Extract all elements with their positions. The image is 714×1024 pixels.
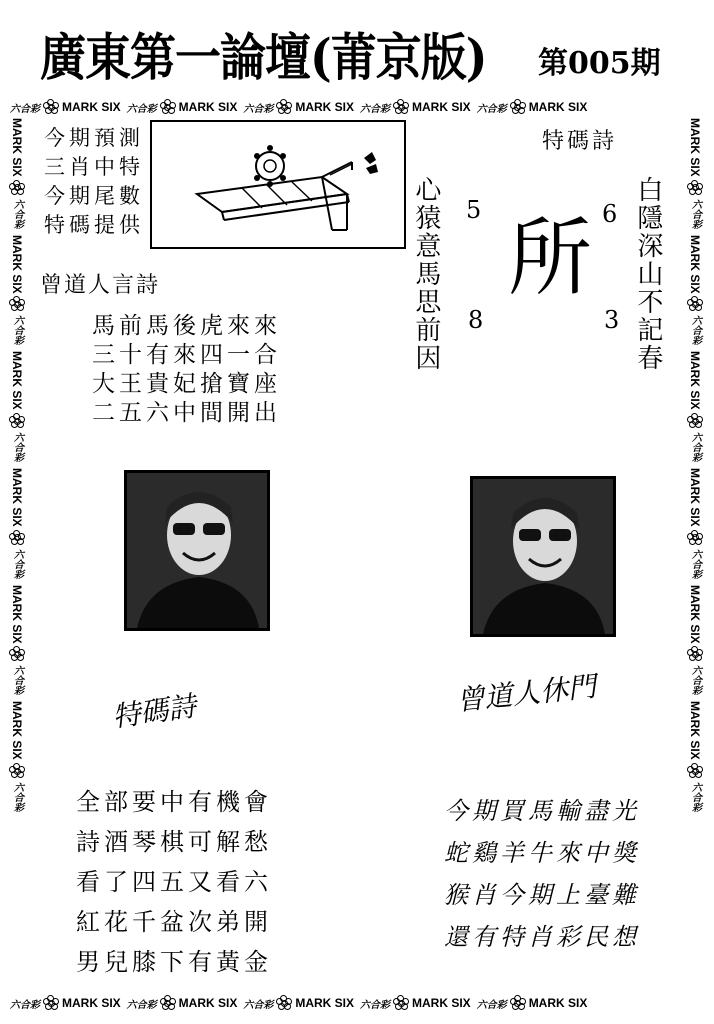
page-title: 廣東第一論壇(莆京版) — [40, 27, 487, 88]
mark-six-text: MARK SIX — [10, 234, 24, 294]
lhc-logo-text: 六合彩 — [11, 665, 23, 696]
lhc-logo-text: 六合彩 — [126, 103, 157, 115]
rest-door-label: 曾道人休門 — [454, 669, 598, 718]
flower-logo-icon — [687, 646, 703, 662]
flower-logo-icon — [687, 763, 703, 779]
logo-segment — [10, 995, 121, 1011]
flower-logo-icon — [393, 99, 409, 115]
top-logo-strip — [10, 96, 710, 118]
flower-logo-icon — [43, 995, 59, 1011]
vertical-logo-segment — [9, 351, 25, 462]
prediction-line: 今期預測 — [44, 126, 144, 150]
poem-line: 看了四五又看六 — [76, 868, 272, 896]
flower-logo-icon — [160, 995, 176, 1011]
bottom-left-poem — [76, 782, 272, 982]
special-poem-title: 特碼詩 — [542, 129, 618, 154]
zeng-poem-line: 二五六中間開出 — [92, 400, 281, 426]
mark-six-text: MARK SIX — [295, 996, 355, 1010]
vertical-logo-segment — [687, 585, 703, 696]
mark-six-text: MARK SIX — [412, 996, 471, 1010]
lhc-logo-text: 六合彩 — [689, 198, 701, 229]
center-character: 所 — [508, 209, 593, 307]
lhc-logo-text: 六合彩 — [360, 999, 391, 1011]
mark-six-text: MARK SIX — [688, 701, 702, 761]
number-bottom-left: 8 — [468, 306, 484, 334]
flower-logo-icon — [687, 413, 703, 429]
mark-six-text: MARK SIX — [295, 100, 355, 114]
number-top-right: 6 — [602, 200, 618, 228]
logo-segment — [243, 99, 354, 115]
vertical-logo-segment — [687, 235, 703, 346]
flower-logo-icon — [687, 530, 703, 546]
mark-six-text: MARK SIX — [62, 100, 121, 114]
vertical-logo-segment — [9, 585, 25, 696]
mark-six-text: MARK SIX — [10, 118, 24, 177]
lhc-logo-text: 六合彩 — [11, 548, 23, 579]
logo-segment — [477, 995, 588, 1011]
poem-line: 猴肖今期上臺難 — [444, 881, 640, 909]
prediction-lines — [44, 124, 144, 240]
zeng-poem-line: 大王貴妃搶寶座 — [92, 371, 281, 397]
lhc-logo-text: 六合彩 — [689, 665, 701, 696]
mark-six-text: MARK SIX — [688, 118, 702, 177]
table-illustration — [152, 122, 404, 247]
logo-segment — [360, 995, 471, 1011]
prediction-illustration — [150, 120, 406, 249]
lhc-logo-text: 六合彩 — [11, 432, 23, 463]
logo-segment — [477, 99, 588, 115]
vertical-logo-segment — [9, 701, 25, 812]
zeng-poem-line: 三十有來四一合 — [92, 342, 281, 368]
lhc-logo-text: 六合彩 — [476, 999, 507, 1011]
mark-six-text: MARK SIX — [10, 584, 24, 644]
flower-logo-icon — [687, 180, 703, 196]
zeng-poem — [92, 312, 281, 428]
flower-logo-icon — [9, 296, 25, 312]
mark-six-text: MARK SIX — [528, 996, 588, 1010]
lhc-logo-text: 六合彩 — [243, 103, 274, 115]
lhc-logo-text: 六合彩 — [10, 103, 40, 115]
flower-logo-icon — [9, 530, 25, 546]
flower-logo-icon — [9, 646, 25, 662]
lhc-logo-text: 六合彩 — [689, 548, 701, 579]
prediction-line: 特碼提供 — [44, 213, 144, 237]
prediction-line: 今期尾數 — [44, 184, 144, 208]
special-poem-column-2: 心猿意馬思前因 — [410, 176, 441, 372]
mark-six-text: MARK SIX — [178, 100, 238, 114]
mark-six-text: MARK SIX — [688, 584, 702, 644]
poem-line: 詩酒琴棋可解愁 — [76, 828, 272, 856]
portrait-photo-right — [470, 476, 616, 637]
lhc-logo-text: 六合彩 — [10, 999, 40, 1011]
flower-logo-icon — [9, 180, 25, 196]
prediction-line: 三肖中特 — [44, 155, 144, 179]
lhc-logo-text: 六合彩 — [689, 782, 701, 813]
logo-segment — [360, 99, 471, 115]
mark-six-text: MARK SIX — [10, 468, 24, 527]
number-bottom-right: 3 — [604, 306, 620, 334]
mark-six-text: MARK SIX — [62, 996, 121, 1010]
lhc-logo-text: 六合彩 — [689, 315, 701, 346]
logo-segment — [243, 995, 354, 1011]
mark-six-text: MARK SIX — [178, 996, 238, 1010]
vertical-logo-segment — [9, 468, 25, 579]
bottom-right-poem — [444, 790, 640, 958]
lhc-logo-text: 六合彩 — [476, 103, 507, 115]
lhc-logo-text: 六合彩 — [11, 782, 23, 813]
flower-logo-icon — [276, 995, 292, 1011]
logo-segment — [10, 99, 121, 115]
zeng-poem-title: 曾道人言詩 — [40, 273, 161, 298]
flower-logo-icon — [510, 995, 526, 1011]
flower-logo-icon — [393, 995, 409, 1011]
left-logo-strip — [4, 118, 30, 990]
flower-logo-icon — [9, 413, 25, 429]
lhc-logo-text: 六合彩 — [243, 999, 274, 1011]
mark-six-text: MARK SIX — [528, 100, 588, 114]
special-poem-column-1: 白隱深山不記春 — [632, 176, 663, 372]
logo-segment — [127, 99, 238, 115]
issue-number: 第005期 — [538, 46, 661, 81]
vertical-logo-segment — [687, 701, 703, 812]
poem-line: 全部要中有機會 — [76, 788, 272, 816]
lhc-logo-text: 六合彩 — [360, 103, 391, 115]
bottom-logo-strip — [10, 992, 710, 1014]
poem-line: 還有特肖彩民想 — [444, 923, 640, 951]
flower-logo-icon — [43, 99, 59, 115]
flower-logo-icon — [276, 99, 292, 115]
portrait-photo-left — [124, 470, 270, 631]
mark-six-text: MARK SIX — [412, 100, 471, 114]
mark-six-text: MARK SIX — [688, 234, 702, 294]
mark-six-text: MARK SIX — [688, 468, 702, 527]
right-logo-strip — [682, 118, 708, 990]
flower-logo-icon — [160, 99, 176, 115]
lhc-logo-text: 六合彩 — [11, 315, 23, 346]
special-poem-handwritten-label: 特碼詩 — [110, 689, 199, 734]
vertical-logo-segment — [687, 468, 703, 579]
mark-six-text: MARK SIX — [688, 351, 702, 411]
vertical-logo-segment — [9, 235, 25, 346]
number-top-left: 5 — [466, 196, 482, 224]
poem-line: 蛇鷄羊牛來中獎 — [444, 839, 640, 867]
poem-line: 男兒膝下有黃金 — [76, 948, 272, 976]
lhc-logo-text: 六合彩 — [126, 999, 157, 1011]
poem-line: 今期買馬輸盡光 — [444, 797, 640, 825]
vertical-logo-segment — [687, 351, 703, 462]
poem-line: 紅花千盆次弟開 — [76, 908, 272, 936]
flower-logo-icon — [687, 296, 703, 312]
zeng-poem-line: 馬前馬後虎來來 — [92, 313, 281, 339]
flower-logo-icon — [9, 763, 25, 779]
lhc-logo-text: 六合彩 — [11, 198, 23, 229]
vertical-logo-segment — [9, 118, 25, 229]
logo-segment — [127, 995, 238, 1011]
flower-logo-icon — [510, 99, 526, 115]
mark-six-text: MARK SIX — [10, 701, 24, 761]
lhc-logo-text: 六合彩 — [689, 432, 701, 463]
vertical-logo-segment — [687, 118, 703, 229]
mark-six-text: MARK SIX — [10, 351, 24, 411]
